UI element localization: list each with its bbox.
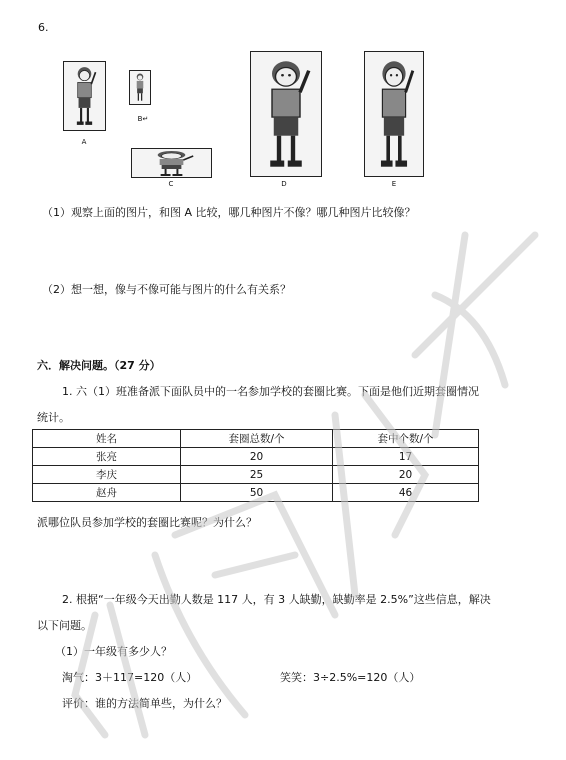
question6-part2: （2）想一想，像与不像可能与图片的什么有关系？: [42, 283, 291, 296]
boy-figure-squashed-icon: [132, 149, 211, 177]
figure-c-label: C: [168, 180, 174, 188]
ring-toss-table: [32, 429, 479, 502]
table-cell: 17: [333, 448, 479, 466]
question-number: 6.: [38, 21, 49, 34]
figure-e-label: E: [391, 180, 397, 188]
question6-part1: （1）观察上面的图片，和图 A 比较，哪几种图片不像？哪几种图片比较像？: [42, 206, 416, 219]
figure-c: [131, 148, 212, 178]
problem2-xiaoxiao: 笑笑：3÷2.5%=120（人）: [280, 671, 421, 684]
figure-d-label: D: [281, 180, 287, 188]
table-cell: 张亮: [33, 448, 181, 466]
table-cell: 20: [181, 448, 333, 466]
problem1-question: 派哪位队员参加学校的套圈比赛呢？为什么？: [37, 516, 257, 529]
table-row: [33, 484, 479, 502]
table-cell: 赵舟: [33, 484, 181, 502]
boy-figure-large-icon: [251, 52, 321, 176]
figure-e: [364, 51, 424, 177]
table-cell: 25: [181, 466, 333, 484]
table-header: 套圈总数/个: [181, 430, 333, 448]
table-row: [33, 466, 479, 484]
table-row: [33, 448, 479, 466]
table-cell: 50: [181, 484, 333, 502]
problem1-line2: 统计。: [37, 411, 70, 424]
figure-a-label: A: [81, 138, 87, 146]
boy-figure-small-icon: [130, 71, 150, 104]
section-title: 六．解决问题。（27 分）: [37, 359, 161, 372]
problem2-line2: 以下问题。: [37, 619, 92, 632]
problem2-line1: 2. 根据“一年级今天出勤人数是 117 人，有 3 人缺勤，缺勤率是 2.5%”这些信息，解决: [62, 593, 491, 606]
problem1-line1: 1. 六（1）班准备派下面队员中的一名参加学校的套圈比赛。下面是他们近期套圈情况: [62, 385, 479, 398]
problem2-sub1: （1）一年级有多少人？: [55, 645, 172, 658]
problem2-taoqi: 淘气：3＋117=120（人）: [62, 671, 198, 684]
figure-b: [129, 70, 151, 105]
boy-figure-tall-icon: [365, 52, 423, 176]
boy-figure-icon: [64, 62, 105, 130]
table-cell: 李庆: [33, 466, 181, 484]
figure-a: [63, 61, 106, 131]
table-header: 姓名: [33, 430, 181, 448]
table-header-row: [33, 430, 479, 448]
figure-b-label: B↵: [137, 115, 149, 123]
problem2-eval: 评价：谁的方法简单些，为什么？: [62, 697, 227, 710]
table-header: 套中个数/个: [333, 430, 479, 448]
table-cell: 46: [333, 484, 479, 502]
figure-d: [250, 51, 322, 177]
table-cell: 20: [333, 466, 479, 484]
